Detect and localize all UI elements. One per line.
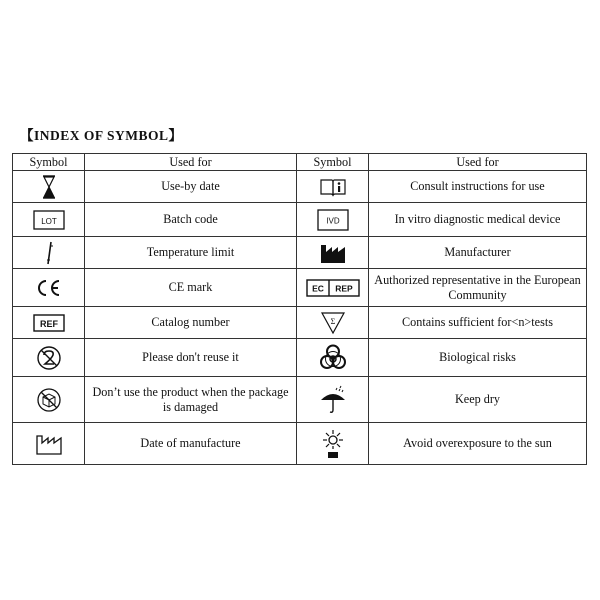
table-row [13, 237, 587, 269]
usage-text: Please don't reuse it [85, 339, 297, 377]
table-row [13, 203, 587, 237]
svg-text:Σ: Σ [330, 316, 335, 326]
svg-text:LOT: LOT [40, 216, 57, 226]
symbol-cell [297, 377, 369, 423]
symbol-cell [297, 237, 369, 269]
ivd-icon [316, 208, 350, 232]
usage-text: Keep dry [369, 377, 587, 423]
svg-text:EC: EC [311, 283, 324, 293]
table-row [13, 423, 587, 465]
symbol-cell [13, 237, 85, 269]
usage-text: Consult instructions for use [369, 171, 587, 203]
usage-text: Biological risks [369, 339, 587, 377]
usage-text: In vitro diagnostic medical device [369, 203, 587, 237]
sun-exposure-icon [318, 428, 348, 460]
header-used-for: Used for [369, 154, 587, 171]
symbol-cell [297, 307, 369, 339]
symbol-cell [297, 203, 369, 237]
page-title: 【INDEX OF SYMBOL】 [20, 128, 183, 143]
usage-text: CE mark [85, 269, 297, 307]
symbol-cell [13, 423, 85, 465]
date-of-manufacture-icon [34, 431, 64, 457]
usage-text: Batch code [85, 203, 297, 237]
table-row [13, 171, 587, 203]
symbol-cell [297, 269, 369, 307]
temperature-limit-icon [39, 240, 59, 266]
usage-text: Temperature limit [85, 237, 297, 269]
usage-text: Use-by date [85, 171, 297, 203]
header-symbol: Symbol [297, 154, 369, 171]
table-row [13, 377, 587, 423]
usage-text: Avoid overexposure to the sun [369, 423, 587, 465]
symbol-cell [13, 339, 85, 377]
sufficient-for-tests-icon [319, 310, 347, 336]
usage-text: Authorized representative in the European Community [369, 269, 587, 307]
header-symbol: Symbol [13, 154, 85, 171]
table-header-row [13, 154, 587, 171]
usage-text: Catalog number [85, 307, 297, 339]
do-not-reuse-icon [35, 344, 63, 372]
symbol-cell [297, 171, 369, 203]
ref-icon [32, 313, 66, 333]
usage-text: Contains sufficient for<n>tests [369, 307, 587, 339]
consult-instructions-icon [319, 177, 347, 197]
usage-text: Don’t use the product when the package is damaged [85, 377, 297, 423]
table-row [13, 307, 587, 339]
lot-icon [32, 209, 66, 231]
ec-rep-icon [305, 278, 361, 298]
hourglass-icon [37, 174, 61, 200]
symbol-cell [297, 423, 369, 465]
symbol-cell [13, 203, 85, 237]
symbol-index-table [12, 153, 587, 465]
svg-text:REP: REP [334, 283, 353, 293]
manufacturer-icon [318, 241, 348, 265]
header-used-for: Used for [85, 154, 297, 171]
usage-text: Date of manufacture [85, 423, 297, 465]
ce-mark-icon [34, 277, 64, 299]
table-row [13, 339, 587, 377]
umbrella-icon [318, 385, 348, 415]
symbol-cell [297, 339, 369, 377]
damaged-package-icon [35, 386, 63, 414]
symbol-cell [13, 377, 85, 423]
svg-text:REF: REF [39, 318, 58, 329]
svg-text:IVD: IVD [325, 216, 340, 225]
symbol-cell [13, 269, 85, 307]
symbol-cell [13, 307, 85, 339]
table-row [13, 269, 587, 307]
symbol-cell [13, 171, 85, 203]
usage-text: Manufacturer [369, 237, 587, 269]
biohazard-icon [318, 343, 348, 373]
